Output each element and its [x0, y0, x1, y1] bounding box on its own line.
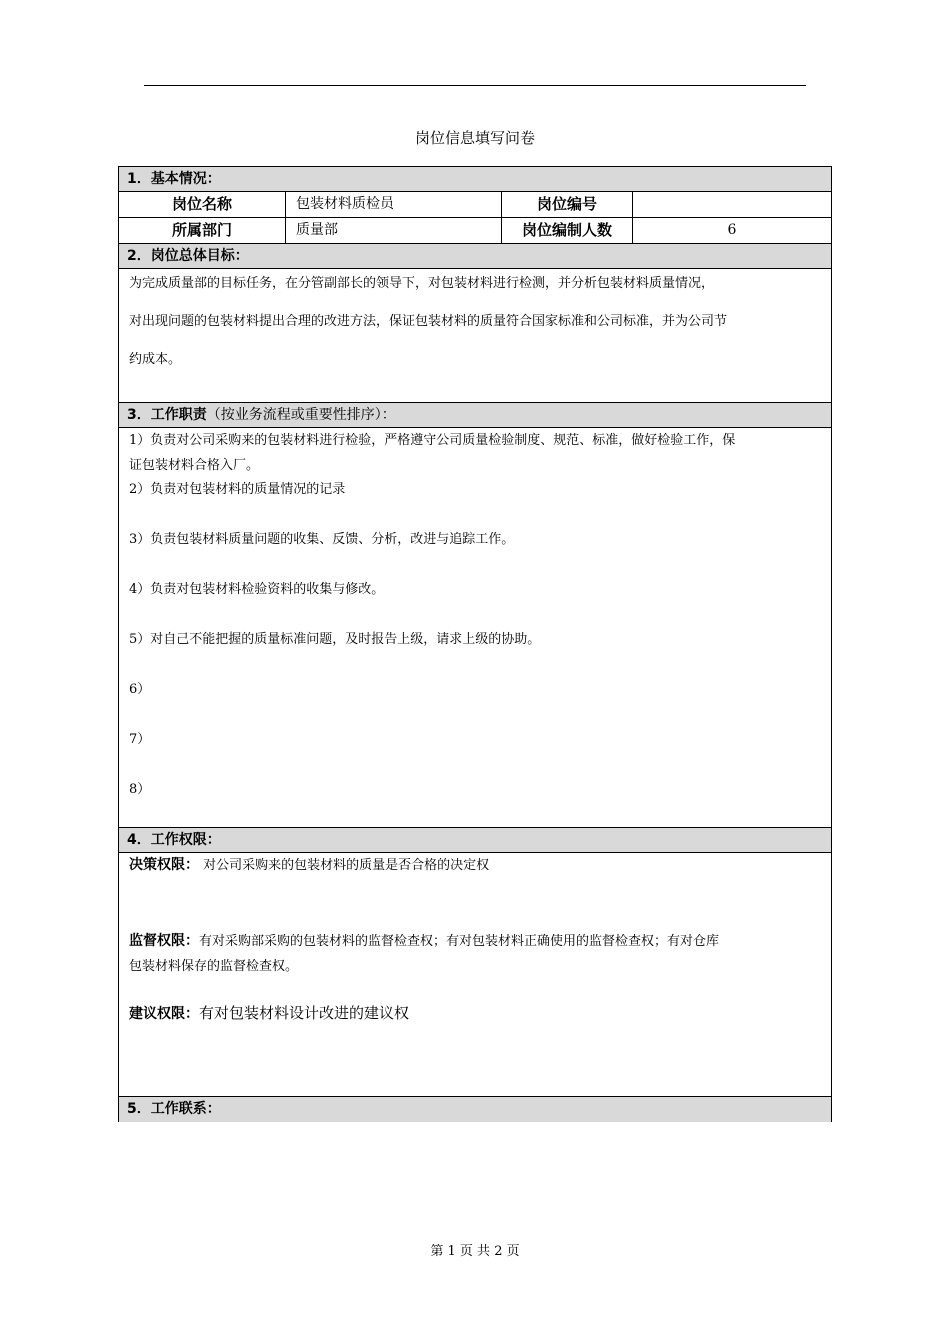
section-basic-info-header: 1．基本情况：	[119, 167, 831, 192]
responsibility-item-3: 3）负责包装材料质量问题的收集、反馈、分析，改进与追踪工作。	[129, 532, 515, 547]
document-title: 岗位信息填写问卷	[414, 129, 535, 147]
suggest-authority-text: 有对包装材料设计改进的建议权	[199, 1004, 410, 1022]
goal-line-2: 对出现问题的包装材料提出合理的改进方法，保证包装材料的质量符合国家标准和公司标准，并为公司节	[129, 314, 728, 329]
decision-authority	[129, 857, 823, 874]
basic-info-row-2	[119, 218, 831, 244]
job-name-value[interactable]: 包装材料质检员	[285, 192, 501, 217]
responsibilities-header-bold: 3．工作职责	[127, 407, 207, 423]
goal-line-3: 约成本。	[129, 352, 182, 367]
decision-authority-text: 对公司采购来的包装材料的质量是否合格的决定权	[203, 858, 490, 873]
job-number-value[interactable]	[632, 192, 831, 217]
responsibilities-header-note: （按业务流程或重要性排序）：	[206, 407, 396, 423]
responsibility-item-6: 6）	[129, 682, 151, 697]
section-authority-header: 4．工作权限：	[119, 828, 831, 853]
job-number-label: 岗位编号	[501, 192, 632, 217]
responsibility-item-1b: 证包装材料合格入厂。	[129, 458, 260, 473]
department-value[interactable]: 质量部	[285, 218, 501, 243]
department-label: 所属部门	[171, 221, 232, 239]
job-name-label: 岗位名称	[171, 195, 232, 213]
headcount-label: 岗位编制人数	[501, 218, 632, 243]
section-work-contacts-header: 5．工作联系：	[119, 1097, 831, 1122]
headcount-value[interactable]: 6	[632, 218, 831, 243]
responsibility-item-2: 2）负责对包装材料的质量情况的记录	[129, 482, 346, 497]
responsibility-item-1a: 1）负责对公司采购来的包装材料进行检验，严格遵守公司质量检验制度、规范、标准，做好检验工作，保	[129, 433, 736, 448]
overall-goal-body[interactable]	[119, 269, 831, 403]
responsibilities-body[interactable]	[119, 428, 831, 828]
supervise-authority-text-1: 有对采购部采购的包装材料的监督检查权；有对包装材料正确使用的监督检查权；有对仓库	[199, 934, 720, 949]
decision-authority-label: 决策权限：	[129, 857, 199, 873]
goal-line-1: 为完成质量部的目标任务，在分管副部长的领导下，对包装材料进行检测，并分析包装材料质量情况，	[129, 276, 715, 291]
section-responsibilities-header	[119, 403, 831, 428]
supervise-authority	[129, 933, 823, 950]
basic-info-row-1	[119, 192, 831, 218]
questionnaire-form	[118, 166, 832, 1122]
section-overall-goal-header: 2．岗位总体目标：	[119, 244, 831, 269]
header-rule	[144, 85, 806, 86]
responsibility-item-7: 7）	[129, 732, 151, 747]
responsibility-item-8: 8）	[129, 782, 151, 797]
suggest-authority-label: 建议权限：	[129, 1006, 199, 1022]
supervise-authority-text-2: 包装材料保存的监督检查权。	[129, 959, 299, 974]
authority-body[interactable]	[119, 853, 831, 1097]
responsibility-item-4: 4）负责对包装材料检验资料的收集与修改。	[129, 582, 385, 597]
suggest-authority	[129, 1005, 823, 1023]
supervise-authority-label: 监督权限：	[129, 933, 199, 949]
responsibility-item-5: 5）对自己不能把握的质量标准问题，及时报告上级，请求上级的协助。	[129, 632, 541, 647]
page-footer: 第 1 页 共 2 页	[430, 1244, 520, 1259]
